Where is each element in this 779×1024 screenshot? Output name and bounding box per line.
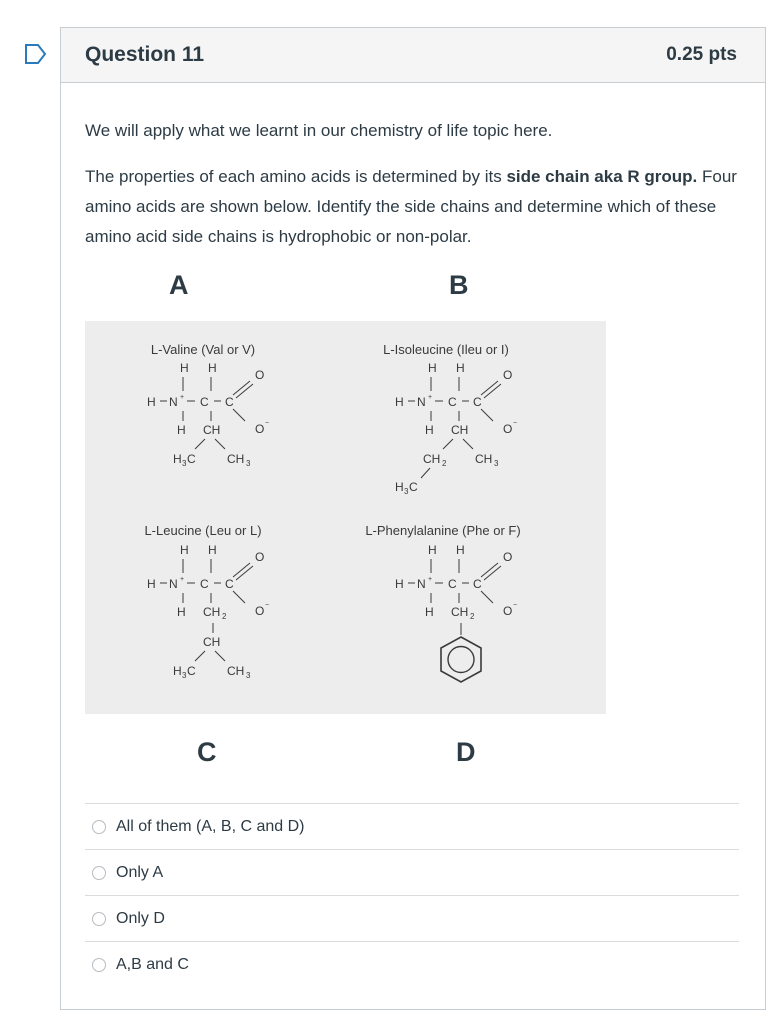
svg-text:C: C bbox=[200, 577, 209, 591]
leucine-name: L-Leucine (Leu or L) bbox=[144, 523, 262, 538]
svg-text:C: C bbox=[448, 577, 457, 591]
valine-name: L-Valine (Val or V) bbox=[150, 342, 256, 357]
svg-text:O: O bbox=[255, 550, 265, 564]
svg-text:+: + bbox=[180, 394, 185, 401]
molecule-phenylalanine bbox=[365, 523, 520, 682]
svg-text:+: + bbox=[428, 394, 433, 401]
svg-text:C: C bbox=[225, 577, 234, 591]
radio-button[interactable] bbox=[92, 958, 106, 972]
answer-list bbox=[85, 803, 739, 987]
question-title: Question 11 bbox=[85, 43, 205, 66]
svg-text:C: C bbox=[200, 395, 209, 409]
molecule-leucine bbox=[144, 523, 269, 680]
svg-text:CH: CH bbox=[451, 605, 469, 619]
svg-text:H: H bbox=[395, 480, 404, 494]
molecule-valine bbox=[147, 342, 269, 468]
svg-text:H: H bbox=[395, 577, 404, 591]
svg-text:H: H bbox=[456, 543, 465, 557]
svg-text:CH: CH bbox=[451, 423, 469, 437]
amino-acid-figure bbox=[85, 321, 606, 714]
label-b: B bbox=[449, 270, 469, 300]
phenylalanine-name: L-Phenylalanine (Phe or F) bbox=[365, 523, 521, 538]
svg-text:N: N bbox=[169, 395, 178, 409]
svg-text:3: 3 bbox=[404, 487, 409, 496]
svg-text:C: C bbox=[473, 395, 482, 409]
svg-text:CH: CH bbox=[203, 423, 221, 437]
svg-text:O: O bbox=[255, 422, 265, 436]
svg-text:CH: CH bbox=[423, 452, 441, 466]
flag-question-icon[interactable] bbox=[24, 42, 48, 66]
svg-text:3: 3 bbox=[246, 459, 251, 468]
svg-text:C: C bbox=[187, 664, 196, 678]
svg-text:−: − bbox=[265, 420, 270, 427]
svg-text:2: 2 bbox=[222, 612, 227, 621]
svg-text:+: + bbox=[428, 576, 433, 583]
question-card bbox=[60, 27, 766, 1010]
svg-text:H: H bbox=[147, 395, 156, 409]
svg-text:O: O bbox=[503, 550, 513, 564]
svg-text:N: N bbox=[169, 577, 178, 591]
radio-button[interactable] bbox=[92, 866, 106, 880]
svg-text:CH: CH bbox=[227, 664, 245, 678]
svg-text:H: H bbox=[208, 543, 217, 557]
radio-button[interactable] bbox=[92, 820, 106, 834]
svg-text:C: C bbox=[448, 395, 457, 409]
svg-text:O: O bbox=[255, 368, 265, 382]
answer-option[interactable] bbox=[85, 849, 739, 895]
svg-text:3: 3 bbox=[182, 671, 187, 680]
svg-text:2: 2 bbox=[442, 459, 447, 468]
svg-text:H: H bbox=[147, 577, 156, 591]
svg-text:3: 3 bbox=[494, 459, 499, 468]
answer-option[interactable] bbox=[85, 941, 739, 987]
answer-label: Only A bbox=[116, 863, 164, 881]
svg-text:H: H bbox=[456, 361, 465, 375]
answer-label: All of them (A, B, C and D) bbox=[116, 817, 305, 835]
svg-text:H: H bbox=[428, 543, 437, 557]
svg-text:O: O bbox=[503, 604, 513, 618]
answer-label: A,B and C bbox=[116, 955, 189, 973]
svg-text:−: − bbox=[265, 602, 270, 609]
svg-text:O: O bbox=[503, 368, 513, 382]
svg-text:N: N bbox=[417, 395, 426, 409]
svg-text:CH: CH bbox=[203, 605, 221, 619]
svg-text:H: H bbox=[180, 361, 189, 375]
question-points: 0.25 pts bbox=[666, 44, 737, 65]
svg-text:H: H bbox=[180, 543, 189, 557]
isoleucine-name: L-Isoleucine (Ileu or I) bbox=[383, 342, 509, 357]
svg-text:H: H bbox=[425, 423, 434, 437]
radio-button[interactable] bbox=[92, 912, 106, 926]
label-c: C bbox=[197, 737, 217, 767]
svg-text:CH: CH bbox=[475, 452, 493, 466]
svg-text:H: H bbox=[208, 361, 217, 375]
svg-text:N: N bbox=[417, 577, 426, 591]
answer-option[interactable] bbox=[85, 803, 739, 849]
question-intro: We will apply what we learnt in our chemistry of life topic here. bbox=[85, 121, 553, 140]
answer-label: Only D bbox=[116, 909, 165, 927]
svg-text:H: H bbox=[425, 605, 434, 619]
label-a: A bbox=[169, 270, 189, 300]
svg-text:O: O bbox=[255, 604, 265, 618]
svg-text:+: + bbox=[180, 576, 185, 583]
answer-option[interactable] bbox=[85, 895, 739, 941]
svg-text:C: C bbox=[473, 577, 482, 591]
svg-text:C: C bbox=[409, 480, 418, 494]
svg-text:H: H bbox=[173, 664, 182, 678]
molecule-isoleucine bbox=[383, 342, 517, 496]
svg-text:C: C bbox=[225, 395, 234, 409]
svg-text:3: 3 bbox=[246, 671, 251, 680]
svg-text:H: H bbox=[177, 423, 186, 437]
svg-text:−: − bbox=[513, 420, 518, 427]
label-d: D bbox=[456, 737, 476, 767]
svg-text:2: 2 bbox=[470, 612, 475, 621]
svg-text:H: H bbox=[395, 395, 404, 409]
svg-text:−: − bbox=[513, 602, 518, 609]
svg-text:CH: CH bbox=[203, 635, 221, 649]
svg-text:H: H bbox=[428, 361, 437, 375]
svg-text:3: 3 bbox=[182, 459, 187, 468]
svg-text:H: H bbox=[173, 452, 182, 466]
svg-text:O: O bbox=[503, 422, 513, 436]
svg-text:CH: CH bbox=[227, 452, 245, 466]
svg-text:C: C bbox=[187, 452, 196, 466]
question-header bbox=[61, 28, 765, 83]
question-text: The properties of each amino acids is determined by its side chain aka R group. Four amino acids are shown below. Identify the side chains and determine which of these amino acid side chains is hydrophobic or non-polar. bbox=[85, 167, 737, 246]
svg-text:H: H bbox=[177, 605, 186, 619]
